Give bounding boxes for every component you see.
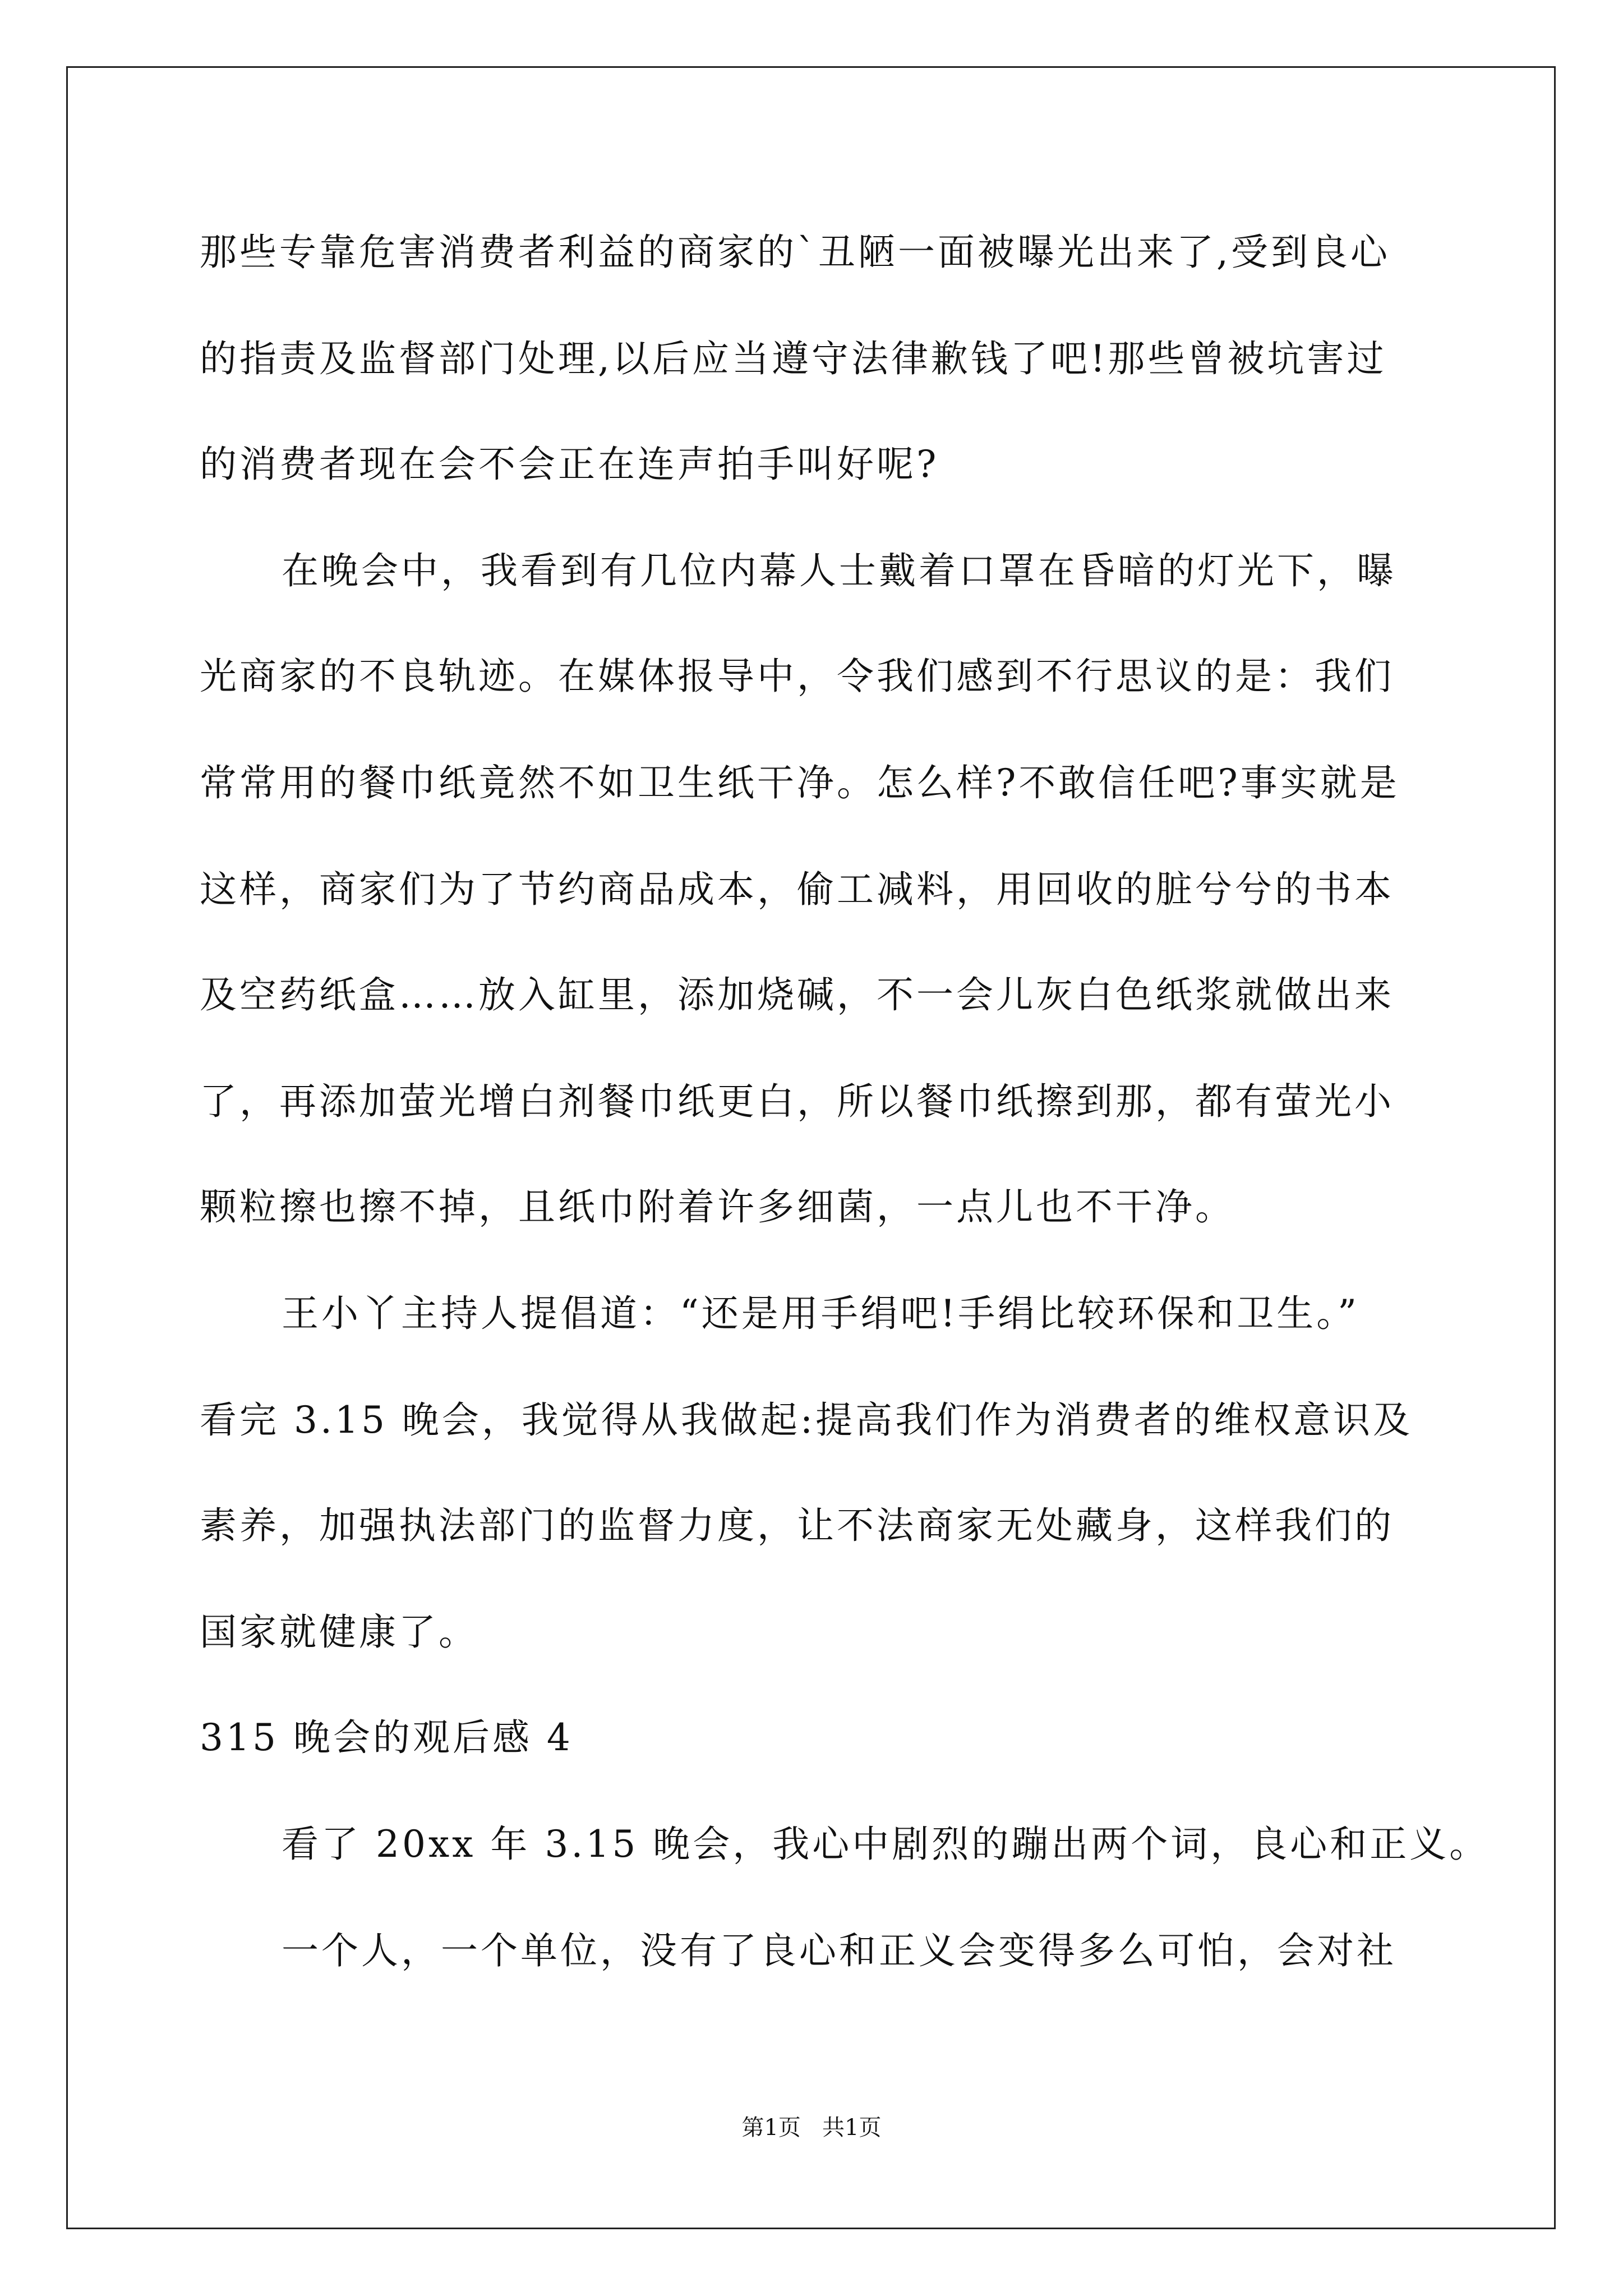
paragraph-line: 一个人，一个单位，没有了良心和正义会变得多么可怕，会对社: [282, 1929, 1396, 1972]
paragraph-line: 了，再添加萤光增白剂餐巾纸更白，所以餐巾纸擦到那，都有萤光小: [200, 1080, 1394, 1123]
section-heading: 315 晚会的观后感 4: [200, 1716, 573, 1759]
paragraph-line: 国家就健康了。: [200, 1611, 478, 1654]
paragraph-line: 王小丫主持人提倡道：“还是用手绢吧!手绢比较环保和卫生。”: [282, 1292, 1360, 1335]
paragraph-line: 颗粒擦也擦不掉，且纸巾附着许多细菌，一点儿也不干净。: [200, 1185, 1235, 1228]
paragraph-line: 的消费者现在会不会正在连声拍手叫好呢?: [200, 443, 939, 486]
page-frame: [66, 66, 1556, 2229]
paragraph-line: 及空药纸盒……放入缸里，添加烧碱，不一会儿灰白色纸浆就做出来: [200, 973, 1394, 1016]
paragraph-line: 常常用的餐巾纸竟然不如卫生纸干净。怎么样?不敢信任吧?事实就是: [200, 761, 1400, 804]
paragraph-line: 看完 3.15 晚会，我觉得从我做起:提高我们作为消费者的维权意识及: [200, 1398, 1413, 1442]
paragraph-line: 这样，商家们为了节约商品成本，偷工减料，用回收的脏兮兮的书本: [200, 868, 1394, 911]
paragraph-line: 素养，加强执法部门的监督力度，让不法商家无处藏身，这样我们的: [200, 1504, 1394, 1547]
paragraph-line: 那些专靠危害消费者利益的商家的`丑陋一面被曝光出来了,受到良心: [200, 231, 1390, 274]
page-number-footer: 第1页 共1页: [741, 2115, 882, 2141]
paragraph-line: 看了 20xx 年 3.15 晚会，我心中剧烈的蹦出两个词，良心和正义。: [282, 1823, 1490, 1866]
paragraph-line: 光商家的不良轨迹。在媒体报导中，令我们感到不行思议的是：我们: [200, 655, 1394, 698]
paragraph-line: 的指责及监督部门处理,以后应当遵守法律歉钱了吧!那些曾被坑害过: [200, 337, 1387, 380]
paragraph-line: 在晚会中，我看到有几位内幕人士戴着口罩在昏暗的灯光下，曝: [282, 549, 1396, 592]
